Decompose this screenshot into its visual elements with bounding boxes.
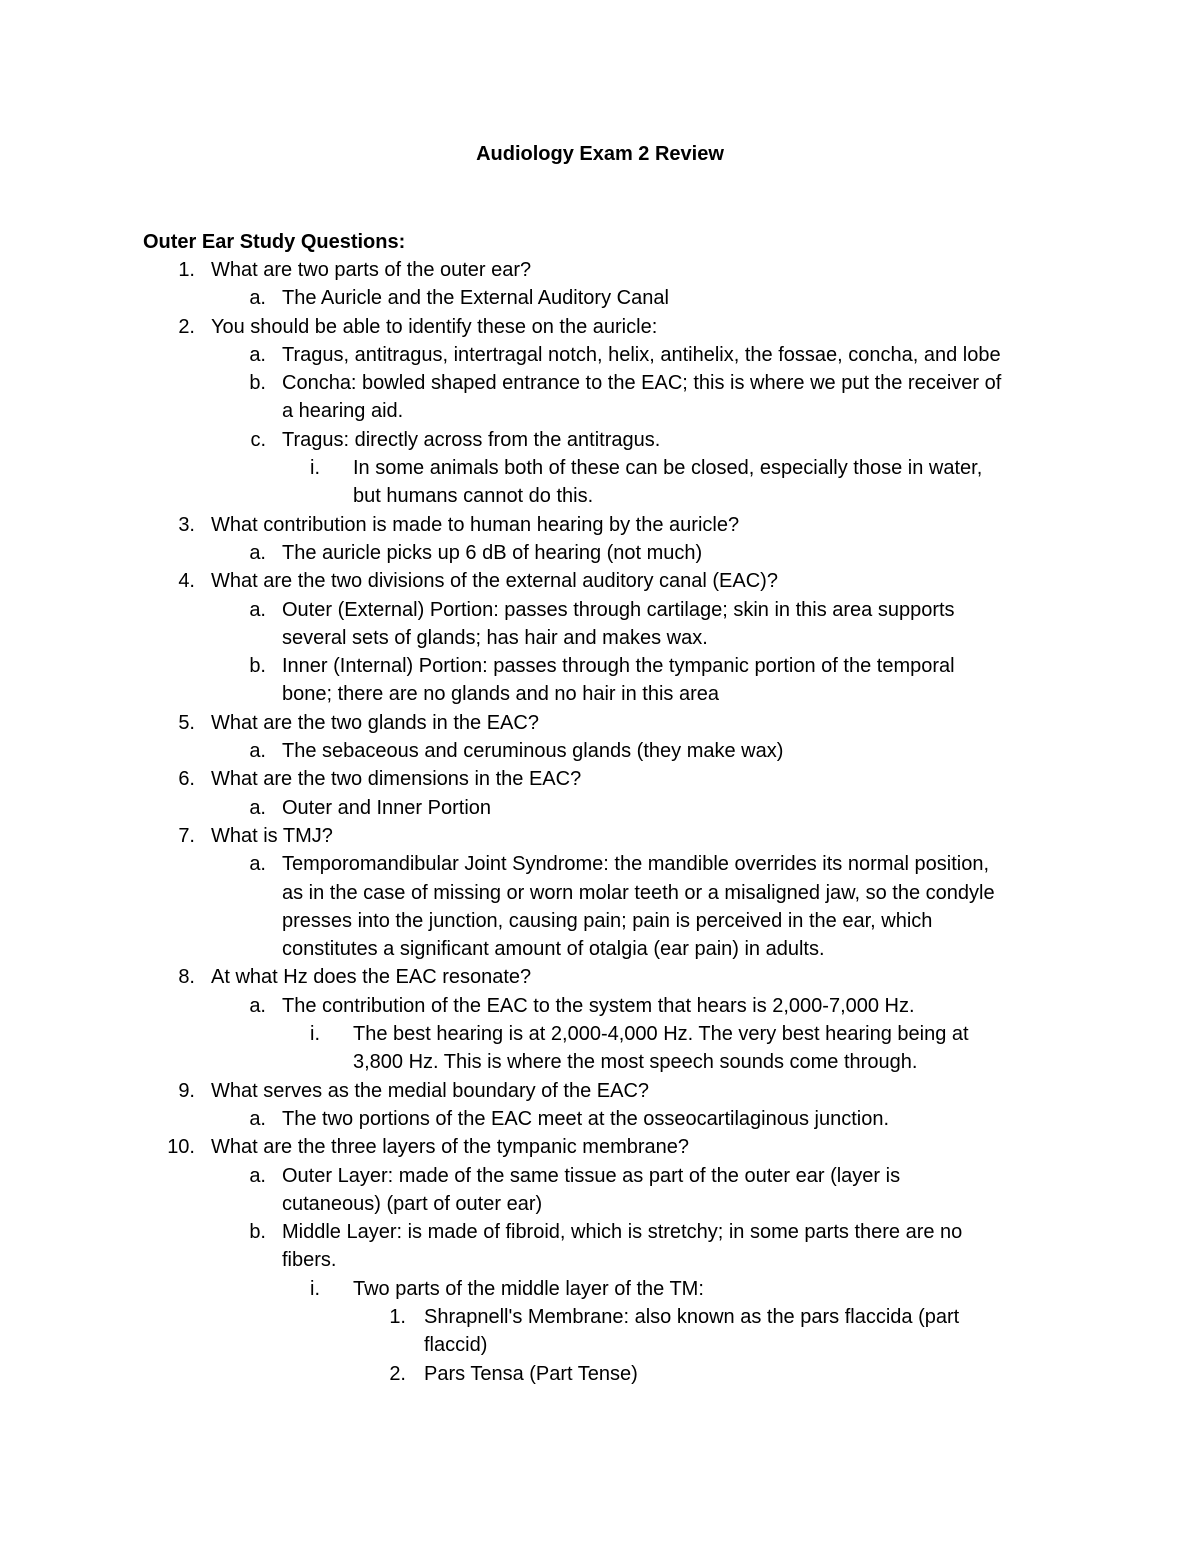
list-marker: 8.	[178, 966, 195, 989]
list-item-level-2	[0, 794, 1200, 822]
list-item-text: Tragus, antitragus, intertragal notch, helix, antihelix, the fossae, concha, and lobe	[282, 343, 1001, 366]
list-item-text: Tragus: directly across from the antitragus.	[282, 428, 661, 451]
list-marker: a.	[249, 343, 266, 366]
list-marker: b.	[249, 1221, 266, 1244]
list-marker: 1.	[389, 1305, 406, 1328]
list-item-level-4	[0, 1303, 1200, 1331]
list-item-level-1	[0, 963, 1200, 991]
list-marker: 1.	[178, 259, 195, 281]
list-marker: 2.	[389, 1362, 406, 1385]
list-item-text: In some animals both of these can be closed, especially those in water,	[353, 457, 983, 480]
list-item-text: flaccid)	[424, 1334, 488, 1357]
page-title: Audiology Exam 2 Review	[476, 143, 724, 165]
list-item-text: What are the two glands in the EAC?	[211, 711, 539, 734]
list-item-text: Outer (External) Portion: passes through cartilage; skin in this area supports	[282, 598, 955, 621]
list-item-level-2	[0, 992, 1200, 1020]
list-item-level-4	[0, 1331, 1200, 1359]
list-item-text: At what Hz does the EAC resonate?	[211, 966, 532, 989]
study-questions-list	[0, 256, 1200, 1388]
list-item-level-2	[0, 737, 1200, 765]
list-item-level-2	[0, 935, 1200, 963]
list-marker: a.	[249, 1107, 266, 1130]
list-item-text: What contribution is made to human hearing by the auricle?	[211, 513, 740, 536]
list-item-level-2	[0, 284, 1200, 312]
list-item-level-2	[0, 1190, 1200, 1218]
list-item-level-2	[0, 539, 1200, 567]
list-item-text: 3,800 Hz. This is where the most speech sounds come through.	[353, 1051, 918, 1074]
list-item-level-3	[0, 1275, 1200, 1303]
list-item-level-2	[0, 850, 1200, 878]
list-item-level-1	[0, 1133, 1200, 1161]
list-item-text: What are the two divisions of the external auditory canal (EAC)?	[211, 570, 778, 593]
list-item-level-2	[0, 624, 1200, 652]
list-marker: 2.	[178, 315, 195, 338]
list-item-text: What are two parts of the outer ear?	[211, 259, 532, 281]
section-heading: Outer Ear Study Questions:	[143, 231, 406, 253]
list-item-level-1	[0, 567, 1200, 595]
list-item-level-3	[0, 454, 1200, 482]
list-item-text: The two portions of the EAC meet at the osseocartilaginous junction.	[282, 1107, 890, 1130]
list-item-level-2	[0, 907, 1200, 935]
list-marker: a.	[249, 853, 266, 876]
list-item-text: as in the case of missing or worn molar teeth or a misaligned jaw, so the condyle	[282, 881, 995, 904]
list-item-text: cutaneous) (part of outer ear)	[282, 1192, 543, 1215]
list-item-text: The contribution of the EAC to the system that hears is 2,000-7,000 Hz.	[282, 994, 915, 1017]
list-item-text: You should be able to identify these on the auricle:	[211, 315, 658, 338]
list-marker: 10.	[167, 1136, 195, 1159]
list-item-text: but humans cannot do this.	[353, 485, 594, 508]
list-item-level-1	[0, 765, 1200, 793]
list-item-level-4	[0, 1360, 1200, 1388]
list-marker: i.	[310, 1277, 320, 1300]
list-item-text: Concha: bowled shaped entrance to the EAC; this is where we put the receiver of	[282, 372, 1002, 395]
list-marker: 6.	[178, 768, 195, 791]
list-item-text: bone; there are no glands and no hair in this area	[282, 683, 719, 706]
list-item-text: Temporomandibular Joint Syndrome: the mandible overrides its normal position,	[282, 853, 990, 876]
list-item-level-2	[0, 680, 1200, 708]
list-item-text: Inner (Internal) Portion: passes through the tympanic portion of the temporal	[282, 655, 955, 678]
list-marker: 5.	[178, 711, 195, 734]
list-item-level-2	[0, 879, 1200, 907]
list-item-text: constitutes a significant amount of otalgia (ear pain) in adults.	[282, 938, 825, 961]
list-marker: a.	[249, 598, 266, 621]
list-item-level-2	[0, 397, 1200, 425]
list-marker: c.	[250, 428, 266, 451]
list-marker: 4.	[178, 570, 195, 593]
list-marker: a.	[249, 740, 266, 763]
list-marker: a.	[249, 541, 266, 564]
list-item-level-2	[0, 1246, 1200, 1274]
list-item-level-1	[0, 1077, 1200, 1105]
list-item-text: Outer and Inner Portion	[282, 796, 492, 819]
list-item-text: What is TMJ?	[211, 824, 333, 847]
list-item-text: Outer Layer: made of the same tissue as part of the outer ear (layer is	[282, 1164, 901, 1187]
list-item-level-2	[0, 1162, 1200, 1190]
list-item-level-1	[0, 256, 1200, 284]
list-marker: a.	[249, 287, 266, 310]
list-item-level-2	[0, 341, 1200, 369]
list-item-level-1	[0, 511, 1200, 539]
list-marker: a.	[249, 796, 266, 819]
list-item-level-1	[0, 822, 1200, 850]
list-marker: 3.	[178, 513, 195, 536]
list-item-level-1	[0, 709, 1200, 737]
list-item-level-2	[0, 1105, 1200, 1133]
list-item-level-3	[0, 482, 1200, 510]
list-item-text: What are the three layers of the tympanic membrane?	[211, 1136, 690, 1159]
list-item-level-3	[0, 1020, 1200, 1048]
list-marker: i.	[310, 1023, 320, 1046]
list-marker: b.	[249, 372, 266, 395]
list-item-level-1	[0, 313, 1200, 341]
list-item-level-2	[0, 426, 1200, 454]
list-item-text: Middle Layer: is made of fibroid, which is stretchy; in some parts there are no	[282, 1221, 963, 1244]
list-item-level-3	[0, 1048, 1200, 1076]
list-item-text: The Auricle and the External Auditory Canal	[282, 287, 669, 310]
list-marker: a.	[249, 1164, 266, 1187]
list-marker: b.	[249, 655, 266, 678]
list-item-text: a hearing aid.	[282, 400, 404, 423]
list-item-text: Two parts of the middle layer of the TM:	[353, 1277, 704, 1300]
list-item-text: The sebaceous and ceruminous glands (they make wax)	[282, 740, 784, 763]
list-marker: a.	[249, 994, 266, 1017]
list-item-text: Shrapnell's Membrane: also known as the pars flaccida (part	[424, 1305, 960, 1328]
list-item-text: fibers.	[282, 1249, 337, 1272]
list-item-level-2	[0, 652, 1200, 680]
list-item-text: What are the two dimensions in the EAC?	[211, 768, 582, 791]
list-marker: i.	[310, 457, 320, 480]
list-item-text: presses into the junction, causing pain; pain is perceived in the ear, which	[282, 909, 933, 932]
list-item-level-2	[0, 596, 1200, 624]
list-item-text: What serves as the medial boundary of the EAC?	[211, 1079, 650, 1102]
list-item-text: The best hearing is at 2,000-4,000 Hz. The very best hearing being at	[353, 1023, 969, 1046]
list-item-text: The auricle picks up 6 dB of hearing (not much)	[282, 541, 703, 564]
list-marker: 7.	[178, 824, 195, 847]
list-item-level-2	[0, 369, 1200, 397]
list-item-level-2	[0, 1218, 1200, 1246]
list-item-text: Pars Tensa (Part Tense)	[424, 1362, 638, 1385]
list-item-text: several sets of glands; has hair and makes wax.	[282, 626, 708, 649]
list-marker: 9.	[178, 1079, 195, 1102]
